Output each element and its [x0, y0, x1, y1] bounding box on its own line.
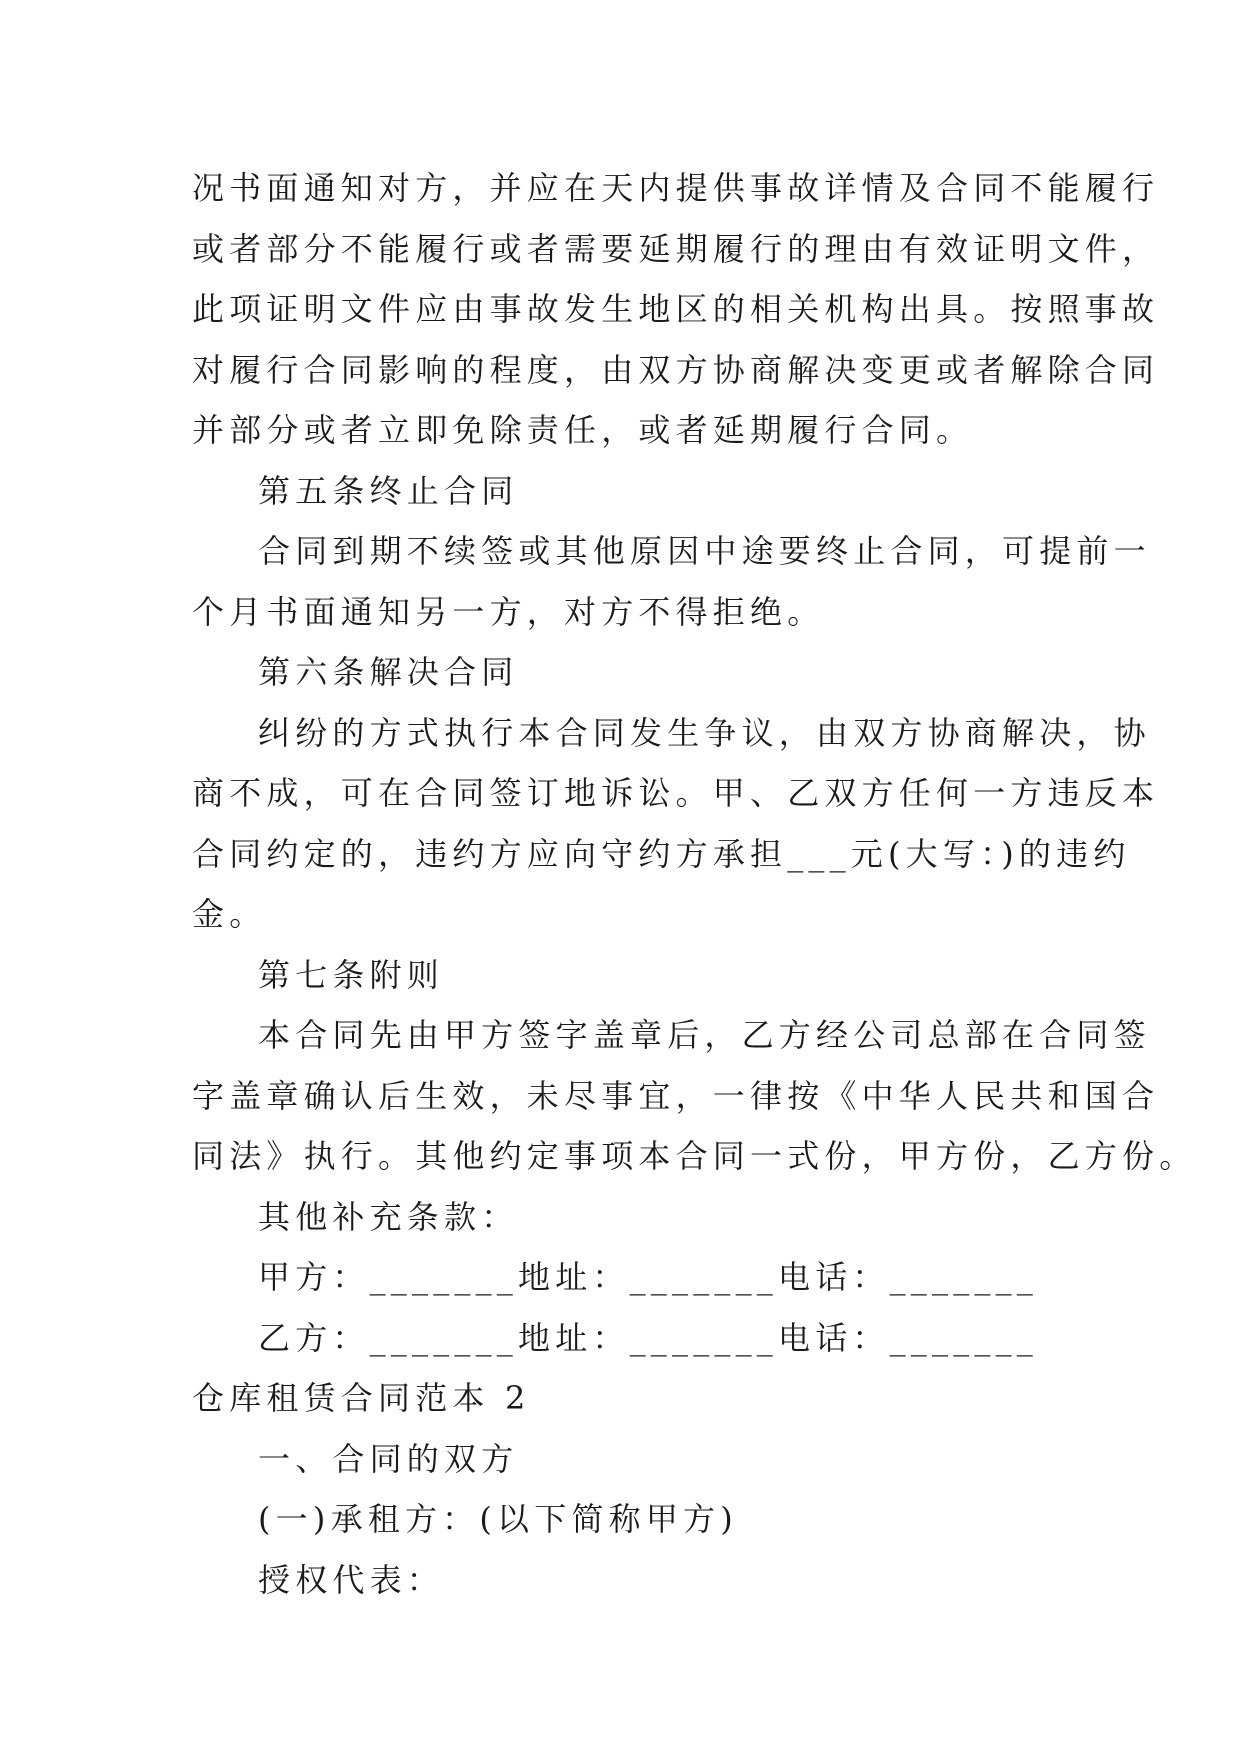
- party-b-signature-line: 乙方：_______地址：_______电话：_______: [258, 1318, 1039, 1357]
- text-line: 合同到期不续签或其他原因中途要终止合同，可提前一: [258, 532, 1151, 570]
- text-line: 个月书面通知另一方，对方不得拒绝。: [192, 592, 825, 631]
- article-heading: 一、合同的双方: [258, 1439, 519, 1478]
- text-line: (一)承租方：(以下简称甲方): [258, 1500, 738, 1538]
- text-line: 况书面通知对方，并应在天内提供事故详情及合同不能履行: [192, 169, 1160, 207]
- section-title: 仓库租赁合同范本 2: [192, 1379, 531, 1417]
- text-line: 对履行合同影响的程度，由双方协商解决变更或者解除合同: [192, 350, 1160, 389]
- text-line: 并部分或者立即免除责任，或者延期履行合同。: [192, 411, 974, 449]
- text-line: 纠纷的方式执行本合同发生争议，由双方协商解决，协: [258, 713, 1151, 752]
- text-line: 或者部分不能履行或者需要延期履行的理由有效证明文件，: [192, 229, 1160, 268]
- article-heading: 第七条附则: [258, 955, 445, 994]
- article-heading: 第五条终止合同: [258, 471, 519, 510]
- party-a-signature-line: 甲方：_______地址：_______电话：_______: [258, 1258, 1039, 1296]
- text-line: 本合同先由甲方签字盖章后，乙方经公司总部在合同签: [258, 1016, 1151, 1054]
- article-heading: 第六条解决合同: [258, 653, 519, 691]
- document-body: [192, 158, 1197, 1610]
- text-line: 同法》执行。其他约定事项本合同一式份，甲方份，乙方份。: [192, 1137, 1197, 1175]
- supplementary-terms-label: 其他补充条款：: [258, 1197, 519, 1236]
- text-line: 此项证明文件应由事故发生地区的相关机构出具。按照事故: [192, 290, 1160, 328]
- text-line: 金。: [192, 895, 267, 933]
- text-line: 商不成，可在合同签订地诉讼。甲、乙双方任何一方违反本: [192, 774, 1160, 812]
- text-line: 合同约定的，违约方应向守约方承担___元(大写：)的违约: [192, 834, 1131, 873]
- text-line: 授权代表：: [258, 1560, 445, 1599]
- text-line: 字盖章确认后生效，未尽事宜，一律按《中华人民共和国合: [192, 1076, 1160, 1115]
